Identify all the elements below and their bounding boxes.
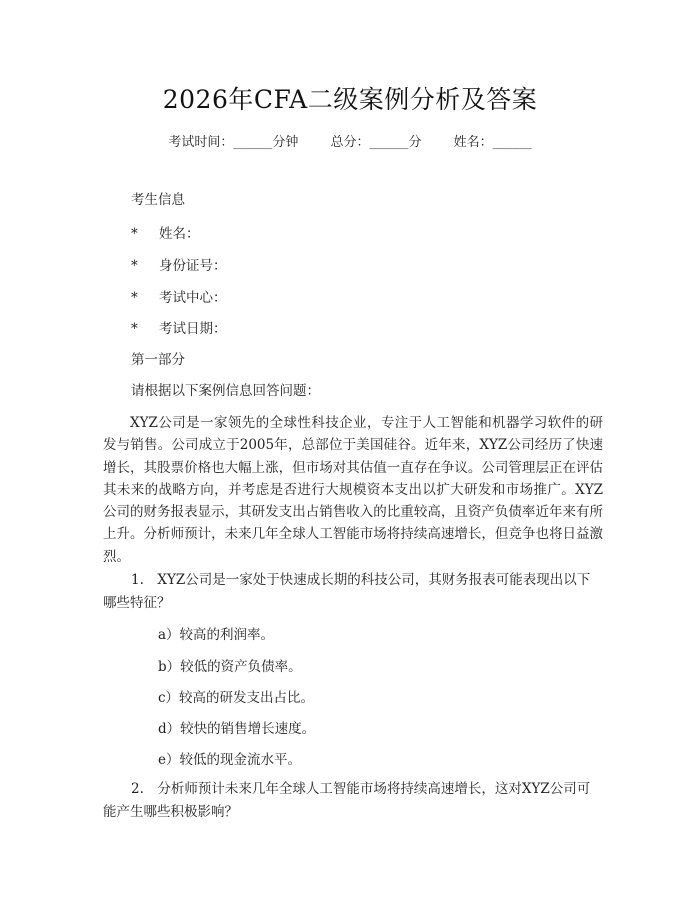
field-label: 姓名：: [159, 226, 200, 242]
case-paragraph: XYZ公司是一家领先的全球性科技企业，专注于人工智能和机器学习软件的研发与销售。公司成立于2005年，总部位于美国硅谷。近年来，XYZ公司经历了快速增长，其股票价格也大幅上涨，但市场对其估值一直存在争议。公司管理层正在评估其未来的战略方向，并考虑是否进行大规模资本支出以扩大研发和市场推广。XYZ公司的财务报表显示，其研发支出占销售收入的比重较高，且资产负债率近年来有所上升。分析师预计，未来几年全球人工智能市场将持续高速增长，但竞争也将日益激烈。: [103, 415, 603, 565]
name-field: 姓名：______: [453, 135, 532, 150]
bullet-icon: *: [131, 258, 138, 274]
exam-time-field: 考试时间：______分钟: [168, 135, 299, 150]
candidate-field-date: [131, 319, 227, 339]
option-d: d）较快的销售增长速度。: [158, 721, 316, 737]
option-b: b）较低的资产负债率。: [158, 659, 302, 675]
part-heading: 第一部分: [131, 352, 185, 368]
bullet-icon: *: [131, 226, 138, 242]
exam-meta-row: [0, 131, 700, 150]
option-e: e）较低的现金流水平。: [158, 752, 301, 768]
option-a: a）较高的利润率。: [158, 627, 275, 643]
document-title: 2026年CFA二级案例分析及答案: [162, 85, 538, 114]
field-label: 身份证号：: [159, 258, 227, 274]
bullet-icon: *: [131, 321, 138, 337]
field-label: 考试中心：: [159, 290, 227, 306]
part-instruction: 请根据以下案例信息回答问题：: [131, 383, 320, 399]
total-score-field: 总分：______分: [330, 135, 422, 150]
question-2: 2. 分析师预计未来几年全球人工智能市场将持续高速增长，这对XYZ公司可能产生哪些积极影响？: [103, 781, 591, 820]
bullet-icon: *: [131, 290, 138, 306]
candidate-field-id: [131, 256, 227, 276]
question-1: 1. XYZ公司是一家处于快速成长期的科技公司，其财务报表可能表现出以下哪些特征？: [103, 572, 591, 611]
candidate-field-center: [131, 288, 227, 308]
candidate-info-heading: 考生信息: [131, 192, 185, 208]
field-label: 考试日期：: [159, 321, 227, 337]
candidate-field-name: [131, 224, 200, 244]
option-c: c）较高的研发支出占比。: [158, 690, 315, 706]
